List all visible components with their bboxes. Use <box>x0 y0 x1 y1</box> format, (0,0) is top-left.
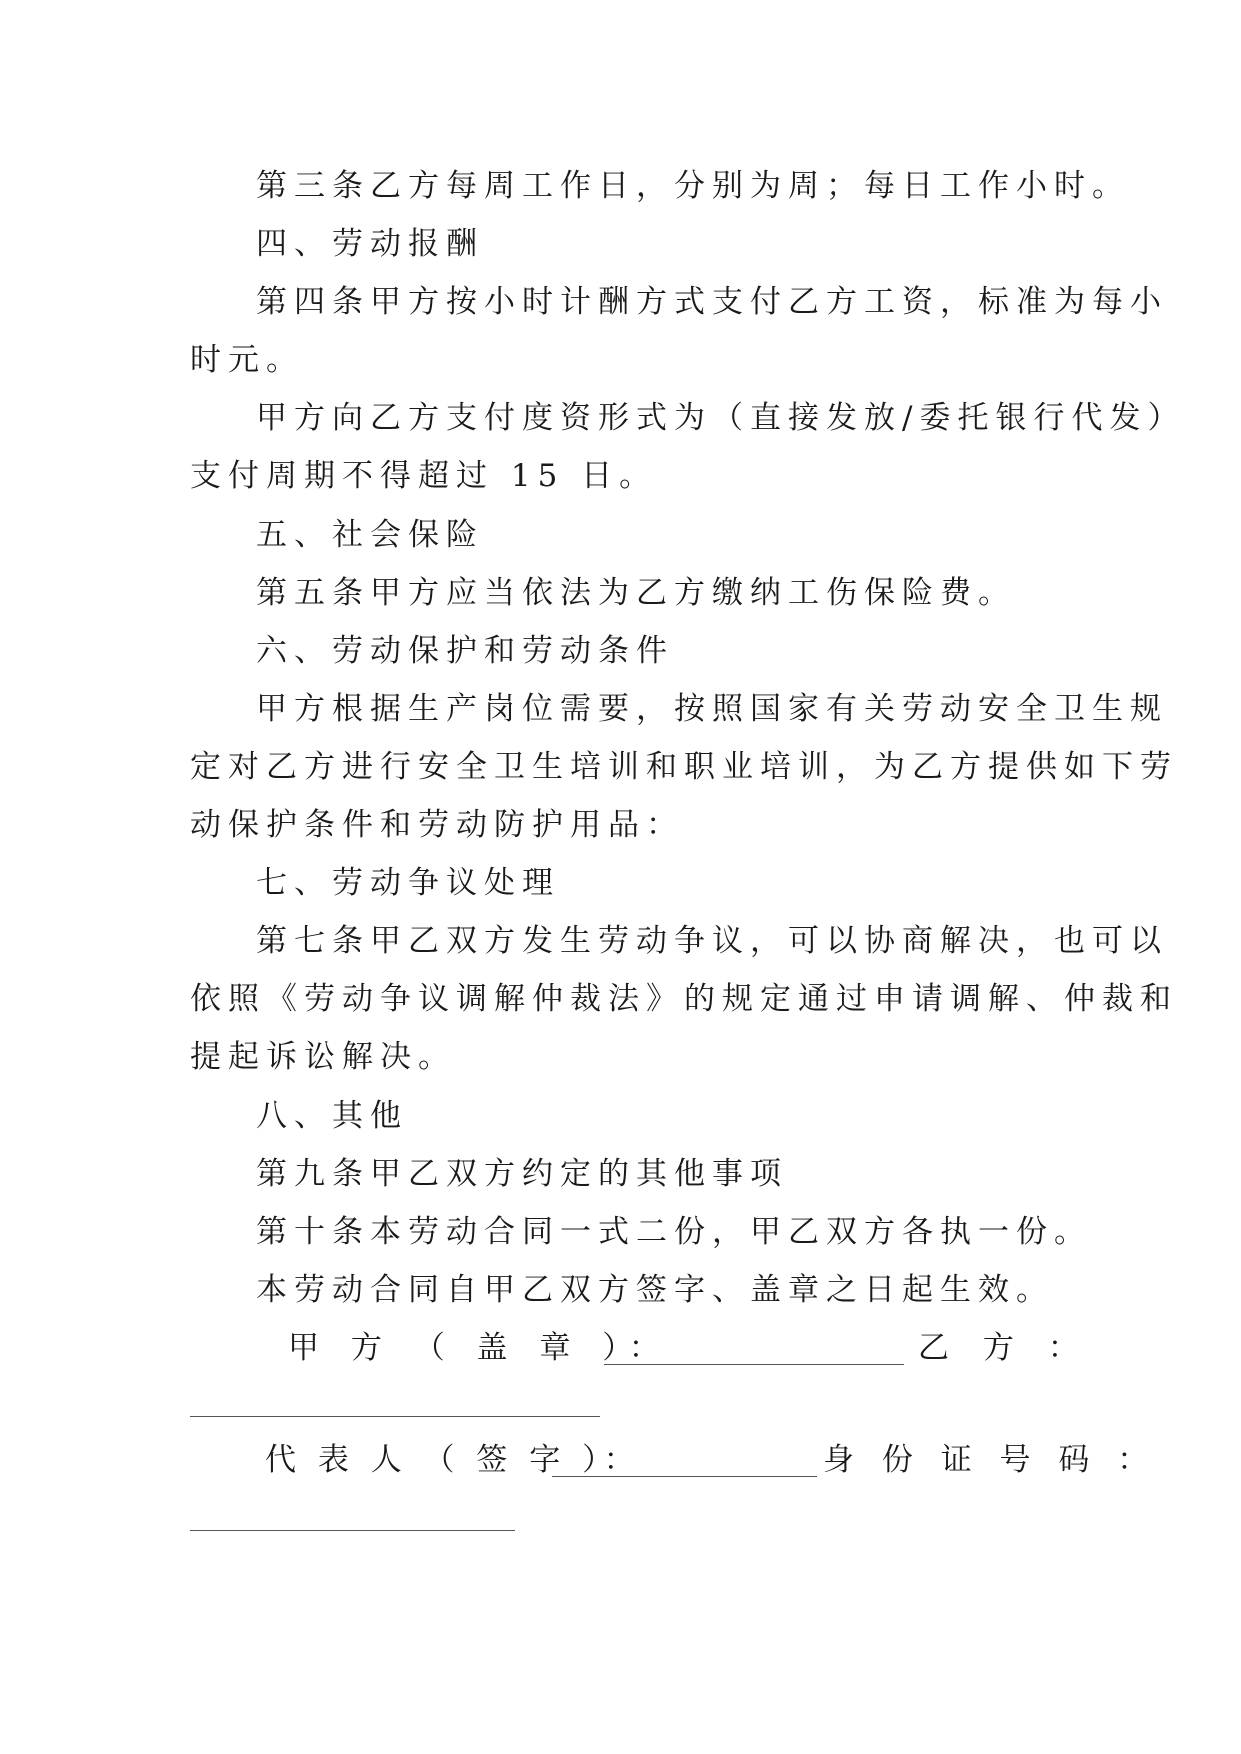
party-b-label: 乙 方 ： <box>918 1330 1091 1366</box>
section-heading-social-insurance: 五、社会保险 <box>256 517 484 553</box>
paragraph-article-3: 第三条乙方每周工作日，分别为周；每日工作小时。 <box>256 168 1130 204</box>
section-heading-labor-disputes: 七、劳动争议处理 <box>256 865 560 901</box>
party-b-signature-line[interactable] <box>190 1416 600 1417</box>
section-heading-other: 八、其他 <box>256 1098 408 1134</box>
id-number-line[interactable] <box>190 1530 515 1531</box>
paragraph-labor-protection-line-2: 定对乙方进行安全卫生培训和职业培训，为乙方提供如下劳 <box>190 749 1178 785</box>
party-a-seal-label: 甲 方 （ 盖 章 ）： <box>288 1330 671 1366</box>
representative-signature-label: 代 表 人 （ 签 字 ）： <box>265 1442 641 1478</box>
paragraph-payment-form-line-2: 支付周期不得超过 15 日。 <box>190 458 658 494</box>
representative-signature-line[interactable] <box>552 1476 817 1477</box>
paragraph-labor-protection-line-1: 甲方根据生产岗位需要，按照国家有关劳动安全卫生规 <box>256 691 1168 727</box>
section-heading-labor-protection: 六、劳动保护和劳动条件 <box>256 633 674 669</box>
paragraph-article-9: 第九条甲乙双方约定的其他事项 <box>256 1156 788 1192</box>
paragraph-article-4-line-2: 时元。 <box>190 342 304 378</box>
id-number-label: 身 份 证 号 码 ： <box>823 1442 1158 1478</box>
paragraph-article-10: 第十条本劳动合同一式二份，甲乙双方各执一份。 <box>256 1214 1092 1250</box>
paragraph-payment-form-line-1: 甲方向乙方支付度资形式为（直接发放/委托银行代发） <box>256 400 1186 436</box>
section-heading-remuneration: 四、劳动报酬 <box>256 226 484 262</box>
paragraph-labor-protection-line-3: 动保护条件和劳动防护用品： <box>190 807 684 843</box>
paragraph-effective-date: 本劳动合同自甲乙双方签字、盖章之日起生效。 <box>256 1272 1054 1308</box>
party-a-seal-line[interactable] <box>604 1364 904 1365</box>
paragraph-article-7-line-2: 依照《劳动争议调解仲裁法》的规定通过申请调解、仲裁和 <box>190 981 1178 1017</box>
paragraph-article-4-line-1: 第四条甲方按小时计酬方式支付乙方工资，标准为每小 <box>256 284 1168 320</box>
paragraph-article-7-line-1: 第七条甲乙双方发生劳动争议，可以协商解决，也可以 <box>256 923 1168 959</box>
paragraph-article-7-line-3: 提起诉讼解决。 <box>190 1039 456 1075</box>
paragraph-article-5: 第五条甲方应当依法为乙方缴纳工伤保险费。 <box>256 575 1016 611</box>
